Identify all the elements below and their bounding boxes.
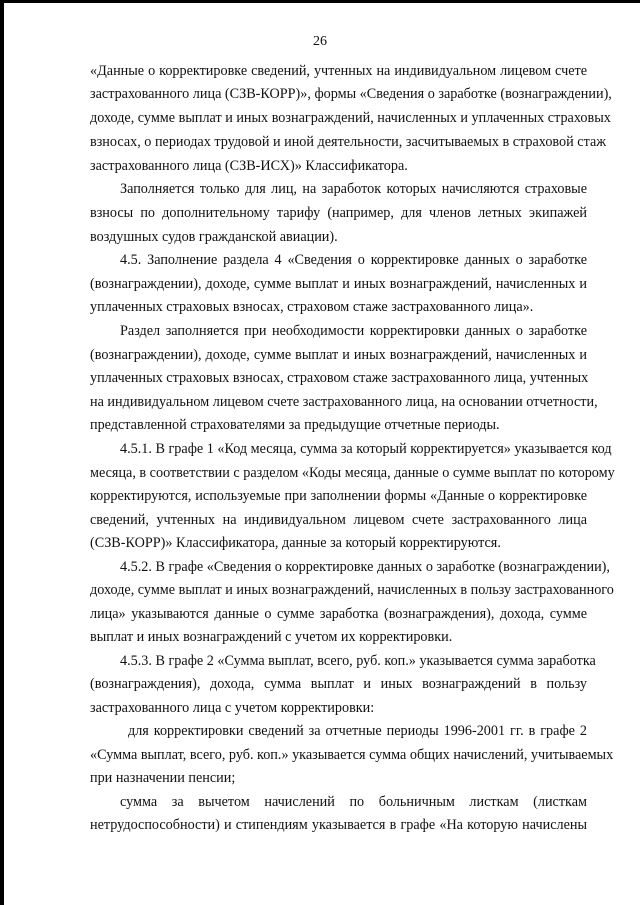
text-line: Раздел заполняется при необходимости корректировки данных о заработке — [120, 323, 587, 339]
text-line: взносы по дополнительному тарифу (например, для членов летных экипажей — [90, 205, 587, 221]
text-line: взносах, о периодах трудовой и иной деятельности, засчитываемых в страховой стаж — [90, 134, 607, 150]
text-line: застрахованного лица (СЗВ-ИСХ)» Классификатора. — [90, 158, 408, 174]
text-line: корректируются, используемые при заполнении формы «Данные о корректировке — [90, 488, 587, 504]
text-line: месяца, в соответствии с разделом «Коды месяца, данные о сумме выплат по которому — [90, 465, 615, 481]
text-line: Заполняется только для лиц, на заработок которых начисляются страховые — [120, 181, 587, 197]
text-line: 4.5.1. В графе 1 «Код месяца, сумма за который корректируется» указывается код — [120, 441, 612, 457]
text-line: лица» указываются данные о сумме заработка (вознаграждения), дохода, сумме — [90, 606, 587, 622]
text-line: «Данные о корректировке сведений, учтенных на индивидуальном лицевом счете — [90, 63, 587, 79]
text-line: выплат и иных вознаграждений с учетом их корректировки. — [90, 629, 453, 645]
text-line: сумма за вычетом начислений по больничным листкам (листкам — [120, 794, 587, 810]
text-line: для корректировки сведений за отчетные периоды 1996-2001 гг. в графе 2 — [128, 723, 587, 739]
text-line: при назначении пенсии; — [90, 770, 236, 786]
text-line: 4.5. Заполнение раздела 4 «Сведения о корректировке данных о заработке — [120, 252, 587, 268]
text-line: уплаченных страховых взносах, страховом стаже застрахованного лица, учтенных — [90, 370, 589, 386]
scan-border-top — [0, 0, 640, 3]
text-line: 4.5.3. В графе 2 «Сумма выплат, всего, руб. коп.» указывается сумма заработка — [120, 653, 596, 669]
text-line: (СЗВ-КОРР)» Классификатора, данные за который корректируются. — [90, 535, 501, 551]
text-line: (вознаграждения), дохода, сумма выплат и иных вознаграждений в пользу — [90, 676, 587, 692]
text-line: представленной страхователями за предыдущие отчетные периоды. — [90, 417, 500, 433]
text-line: на индивидуальном лицевом счете застрахованного лица, на основании отчетности, — [90, 394, 598, 410]
text-line: застрахованного лица с учетом корректировки: — [90, 700, 375, 716]
text-line: сведений, учтенных на индивидуальном лицевом счете застрахованного лица — [90, 512, 587, 528]
text-line: «Сумма выплат, всего, руб. коп.» указывается сумма общих начислений, учитываемых — [90, 747, 614, 763]
page-number: 26 — [313, 34, 327, 49]
text-line: воздушных судов гражданской авиации). — [90, 229, 338, 245]
scan-border-left — [0, 0, 4, 905]
text-line: (вознаграждении), доходе, сумме выплат и иных вознаграждений, начисленных и — [90, 347, 587, 363]
text-line: (вознаграждении), доходе, сумме выплат и иных вознаграждений, начисленных и — [90, 276, 587, 292]
text-line: 4.5.2. В графе «Сведения о корректировке данных о заработке (вознаграждении), — [120, 559, 610, 575]
text-line: нетрудоспособности) и стипендиям указывается в графе «На которую начислены — [90, 817, 587, 833]
text-line: доходе, сумме выплат и иных вознаграждений, начисленных и уплаченных страховых — [90, 110, 611, 126]
text-line: застрахованного лица (СЗВ-КОРР)», формы «Сведения о заработке (вознаграждении), — [90, 86, 612, 102]
text-line: доходе, сумме выплат и иных вознаграждений, начисленных в пользу застрахованного — [90, 582, 614, 598]
text-line: уплаченных страховых взносах, страховом стаже застрахованного лица». — [90, 299, 534, 315]
